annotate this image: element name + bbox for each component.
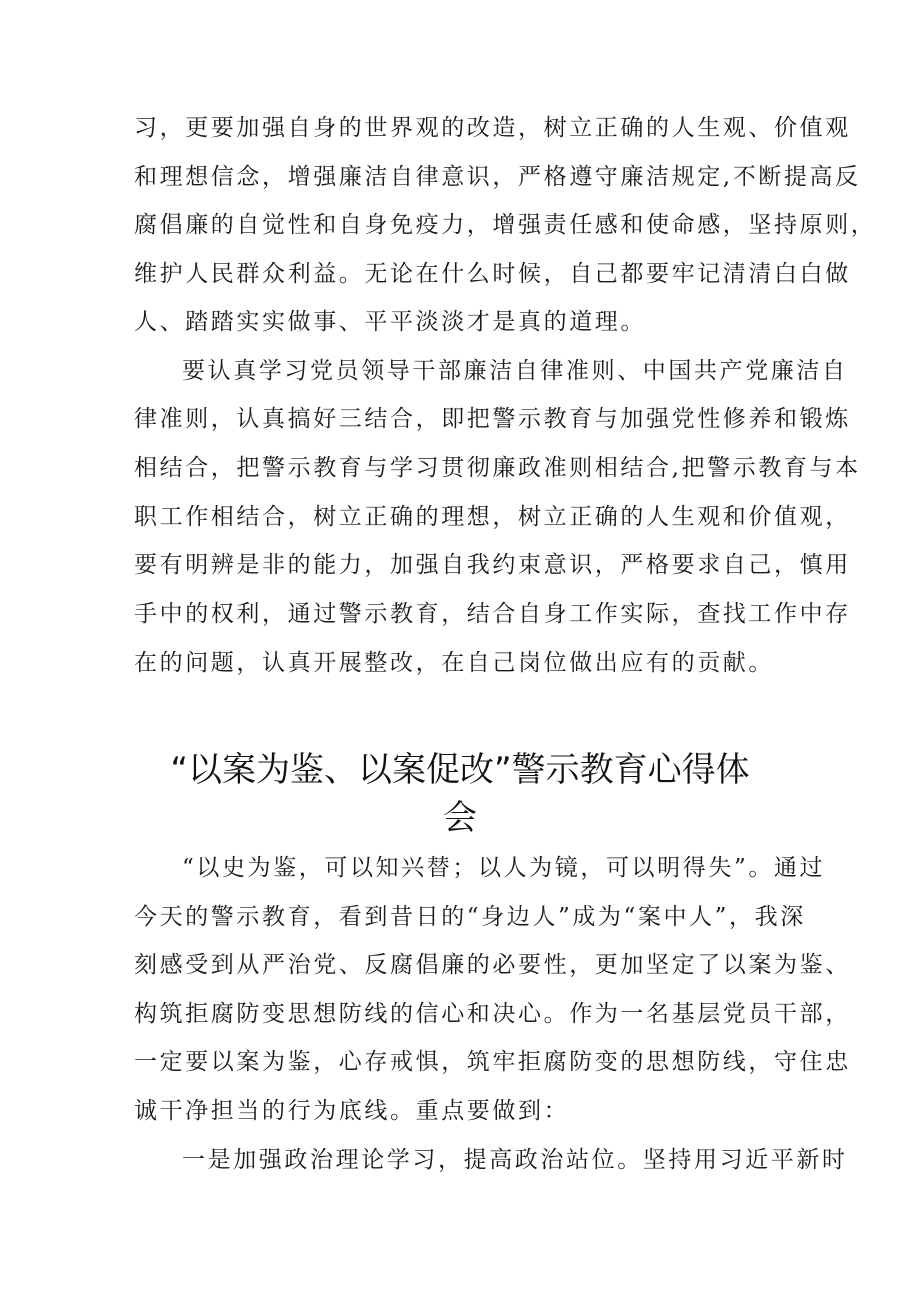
paragraph-3-line-1: “以史为鉴，可以知兴替；以人为镜，可以明得失”。通过 bbox=[182, 855, 826, 881]
paragraph-2-line-7: 在的问题，认真开展整改，在自己岗位做出应有的贡献。 bbox=[134, 650, 774, 676]
paragraph-2-line-4: 职工作相结合，树立正确的理想，树立正确的人生观和价值观， bbox=[134, 504, 851, 530]
paragraph-1-line-1: 习，更要加强自身的世界观的改造，树立正确的人生观、价值观 bbox=[134, 115, 851, 141]
paragraph-1-line-2: 和理想信念，增强廉洁自律意识，严格遵守廉洁规定,不断提高反 bbox=[134, 164, 861, 190]
paragraph-3-line-2: 今天的警示教育，看到昔日的“身边人”成为“案中人”，我深 bbox=[134, 904, 806, 930]
section-title-line-2: 会 bbox=[443, 798, 477, 838]
section-title-line-1: “以案为鉴、以案促改”警示教育心得体 bbox=[170, 750, 750, 790]
paragraph-2-line-3: 相结合，把警示教育与学习贯彻廉政准则相结合,把警示教育与本 bbox=[134, 455, 861, 481]
paragraph-1-line-4: 维护人民群众利益。无论在什么时候，自己都要牢记清清白白做 bbox=[134, 261, 851, 287]
paragraph-1-line-5: 人、踏踏实实做事、平平淡淡才是真的道理。 bbox=[134, 309, 646, 335]
paragraph-2-line-6: 手中的权利，通过警示教育，结合自身工作实际，查找工作中存 bbox=[134, 601, 851, 627]
paragraph-3-line-3: 刻感受到从严治党、反腐倡廉的必要性，更加坚定了以案为鉴、 bbox=[134, 952, 851, 978]
paragraph-2-line-1: 要认真学习党员领导干部廉洁自律准则、中国共产党廉洁自 bbox=[182, 358, 848, 384]
paragraph-3-line-6: 诚干净担当的行为底线。重点要做到： bbox=[134, 1098, 570, 1124]
paragraph-1-line-3: 腐倡廉的自觉性和自身免疫力，增强责任感和使命感，坚持原则， bbox=[134, 212, 877, 238]
paragraph-2-line-2: 律准则，认真搞好三结合，即把警示教育与加强党性修养和锻炼 bbox=[134, 406, 851, 432]
paragraph-4-line-1: 一是加强政治理论学习，提高政治站位。坚持用习近平新时 bbox=[182, 1147, 848, 1173]
paragraph-3-line-5: 一定要以案为鉴，心存戒惧，筑牢拒腐防变的思想防线，守住忠 bbox=[134, 1049, 851, 1075]
paragraph-3-line-4: 构筑拒腐防变思想防线的信心和决心。作为一名基层党员干部， bbox=[134, 1001, 851, 1027]
paragraph-2-line-5: 要有明辨是非的能力，加强自我约束意识，严格要求自己，慎用 bbox=[134, 552, 851, 578]
